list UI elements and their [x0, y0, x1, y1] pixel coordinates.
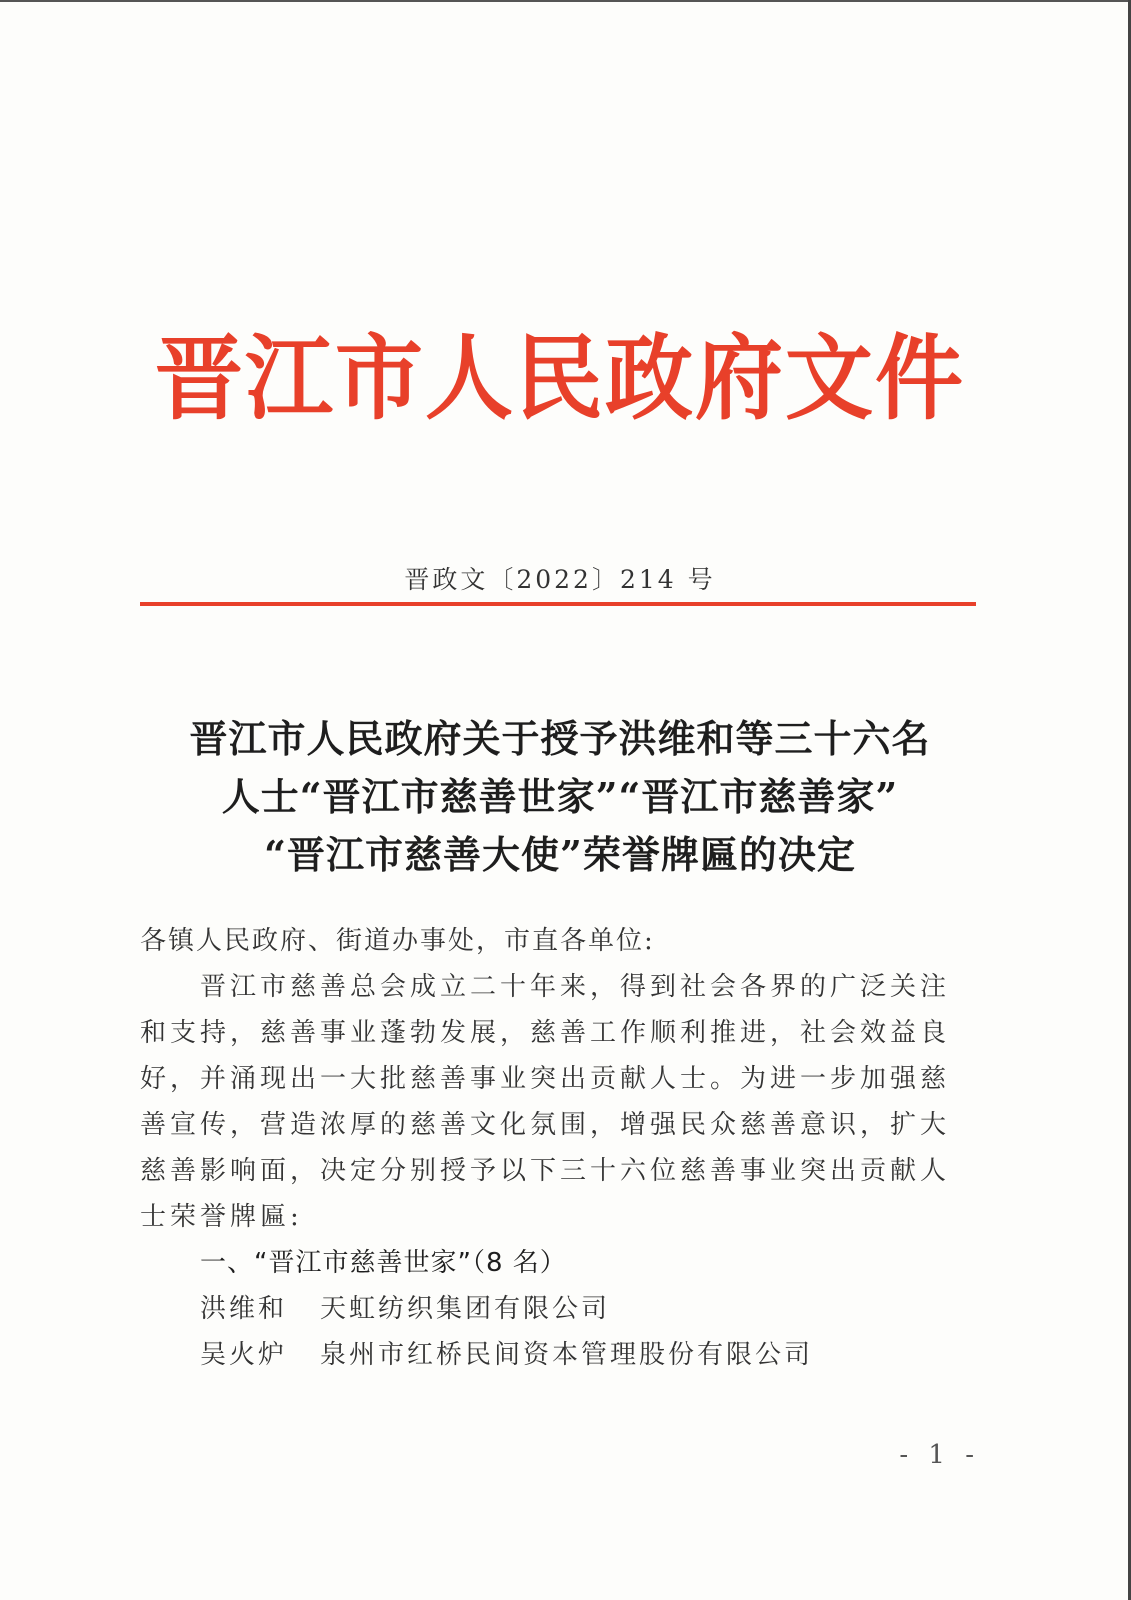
paragraph-line: 晋江市慈善总会成立二十年来，得到社会各界的广泛关注 [140, 972, 951, 1002]
title-line: 人士“晋江市慈善世家”“晋江市慈善家” [221, 774, 899, 819]
honoree-name: 吴火炉 [200, 1340, 288, 1370]
honoree-org: 泉州市红桥民间资本管理股份有限公司 [320, 1340, 814, 1370]
title-line: 晋江市人民政府关于授予洪维和等三十六名 [189, 716, 931, 761]
paragraph-line: 士荣誉牌匾: [140, 1202, 303, 1232]
document-body [140, 918, 976, 1378]
section-heading: 一、“晋江市慈善世家”（8 名） [200, 1248, 567, 1278]
body-paragraph [140, 964, 976, 1240]
document-number: 晋政文〔2022〕214 号 [404, 565, 716, 594]
title-line: “晋江市慈善大使”荣誉牌匾的决定 [264, 832, 856, 877]
paragraph-line: 善宣传，营造浓厚的慈善文化氛围，增强民众慈善意识，扩大 [140, 1110, 951, 1140]
salutation: 各镇人民政府、街道办事处，市直各单位: [140, 926, 655, 956]
honoree-name: 洪维和 [200, 1294, 288, 1324]
paragraph-line: 和支持，慈善事业蓬勃发展，慈善工作顺利推进，社会效益良 [140, 1018, 951, 1048]
scan-top-edge [0, 0, 1131, 2]
page-number: - 1 - [899, 1440, 980, 1470]
paragraph-line: 好，并涌现出一大批慈善事业突出贡献人士。为进一步加强慈 [140, 1064, 951, 1094]
honoree-row [140, 1332, 976, 1378]
document-title [140, 710, 980, 884]
paragraph-line: 慈善影响面，决定分别授予以下三十六位慈善事业突出贡献人 [140, 1156, 951, 1186]
honoree-org: 天虹纺织集团有限公司 [320, 1294, 611, 1324]
red-divider [140, 602, 976, 606]
masthead: 晋江市人民政府文件 [154, 323, 965, 433]
honoree-row [140, 1286, 976, 1332]
